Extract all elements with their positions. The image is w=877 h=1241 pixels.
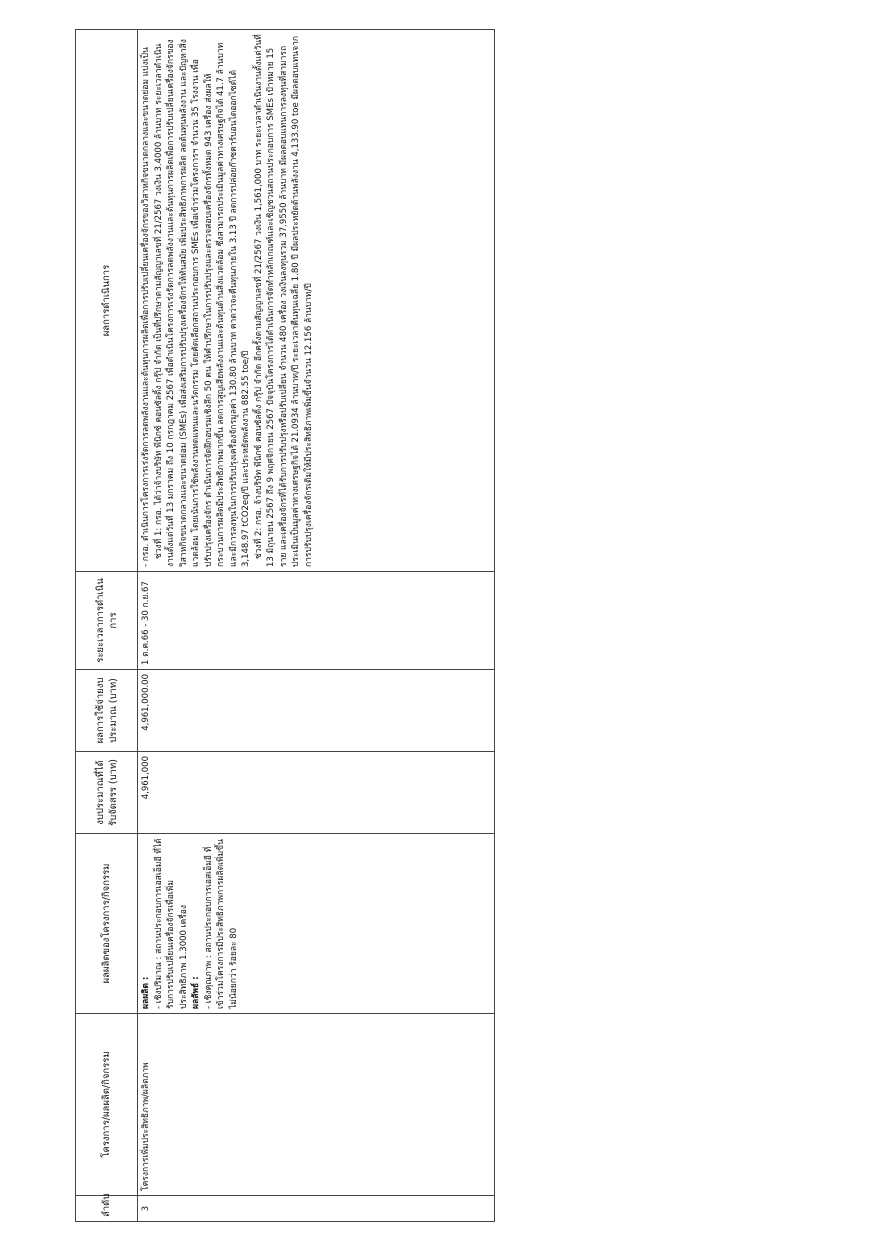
outcome-title: ผลลัพธ์ :	[191, 976, 201, 1009]
header-no: ลำดับ	[76, 1196, 138, 1222]
row-budget: 4,961,000	[138, 752, 495, 834]
header-project: โครงการ/ผลผลิต/กิจกรรม	[76, 1014, 138, 1196]
result-phase2: ช่วงที่ 2: กรอ. จ้างบริษัท พีนิกซ์ คอนซัลติ้ง กรุ๊ป จำกัด อีกครั้งตามสัญญาเลขที่ 21/2567 วงเงิน 1,561,000 บาท ระยะเวลาดำเนินงานตั้งแต่วันที่ 13 มิถุนายน 2567 ถึง 9 พฤศจิกายน 2567 ปัจจุบันโครงการได้ดำเนินการจัดทำหลักเกณฑ์และเชิญชวนสถานประกอบการ SMEs เป้าหมาย 15 ราย และเครื่องจักรที่ได้รับการปรับปรุงหรือปรับเปลี่ยน จำนวน 480 เครื่อง วงเงินลงทุนรวม 37.9550 ล้านบาท มีผลตอบแทนการลงทุนที่สามารถประเมินเป็นมูลค่าทางเศรษฐกิจได้ 21.0934 ล้านบาท/ปี ระยะเวลาคืนทุนเฉลี่ย 1.80 ปี มีผลประหยัดด้านพลังงาน 4,133.90 toe มีผลตอบแทนจากการปรับปรุงเครื่องจักรเดิมให้มีประสิทธิภาพเพิ่มขึ้นจำนวน 12.156 ล้านบาท/ปี	[253, 34, 314, 567]
output-text: - เชิงปริมาณ : สถานประกอบการเอสเอ็มอี ที่ได้รับการปรับเปลี่ยนเครื่องจักรเพื่อเพิ่มประสิทธิภาพ 1.3000 เครื่อง	[153, 838, 189, 1009]
table-header-row	[76, 30, 138, 1222]
header-spent: ผลการใช้จ่ายงบประมาณ (บาท)	[76, 670, 138, 752]
row-project: โครงการเพิ่มประสิทธิภาพ/ผลิตภาพ	[138, 1014, 495, 1196]
header-outputs: ผลผลิตของโครงการ/กิจกรรม	[76, 834, 138, 1014]
project-table	[75, 29, 495, 1222]
rotated-page	[75, 30, 495, 1222]
row-period: 1 ต.ค.66 - 30 ก.ย.67	[138, 572, 495, 670]
table-row	[138, 30, 495, 1222]
header-period: ระยะเวลาการดำเนินการ	[76, 572, 138, 670]
outcome-text: - เชิงคุณภาพ : สถานประกอบการเอสเอ็มอี ที่เข้าร่วมโครงการมีประสิทธิภาพการผลิตเพิ่มขึ้น ไม่น้อยกว่า ร้อยละ 80	[203, 839, 239, 1009]
result-intro: - กรอ. ดำเนินการโครงการเร่งรัดการลดพลังงานและต้นทุนการผลิตเพื่อการปรับเปลี่ยนเครื่องจักรของวิสาหกิจขนาดกลางและขนาดย่อม แบ่งเป็น	[141, 47, 151, 567]
header-budget: งบประมาณที่ได้รับจัดสรร (บาท)	[76, 752, 138, 834]
row-result	[138, 30, 495, 572]
header-result: ผลการดำเนินการ	[76, 30, 138, 572]
row-spent: 4,961,000.00	[138, 670, 495, 752]
output-title: ผลผลิต :	[141, 976, 151, 1009]
row-outputs	[138, 834, 495, 1014]
result-phase1: ช่วงที่ 1: กรอ. ได้ว่าจ้างบริษัท พีนิกซ์ คอนซัลติ้ง กรุ๊ป จำกัด เป็นที่ปรึกษาตามสัญญาเลขที่ 21/2567 วงเงิน 3.4000 ล้านบาท ระยะเวลาดำเนินงานตั้งแต่วันที่ 13 มกราคม ถึง 10 กรกฎาคม 2567 เพื่อดำเนินโครงการเร่งรัดการลดพลังงานและต้นทุนการผลิตเพื่อการปรับเปลี่ยนเครื่องจักรของวิสาหกิจขนาดกลางและขนาดย่อม (SMEs) เพื่อส่งเสริมการปรับปรุงเครื่องจักรให้ทันสมัย เพิ่มประสิทธิภาพการผลิต ลดต้นทุนพลังงาน และปัญหาสิ่งแวดล้อม โดยเน้นการใช้พลังงานทดแทนและนวัตกรรม โดยคัดเลือกสถานประกอบการ SMEs เพื่อเข้าร่วมโครงการฯ จำนวน 35 โรงงาน เพื่อปรับปรุงเครื่องจักร ดำเนินการจัดฝึกอบรมเชิงลึก 50 คน ให้คำปรึกษาในการปรับปรุงและตรวจสอบเครื่องจักรทั้งหมด 943 เครื่อง ส่งผลให้กระบวนการผลิตมีประสิทธิภาพมากขึ้น ลดการสูญเสียพลังงานและต้นทุนด้านสิ่งแวดล้อม ซึ่งสามารถประเมินมูลค่าทางเศรษฐกิจได้ 41.7 ล้านบาท และมีการลงทุนในการปรับปรุงเครื่องจักรมูลค่า 130.80 ล้านบาท คาดว่าจะคืนทุนภายใน 3.13 ปี ลดการปล่อยก๊าซคาร์บอนไดออกไซด์ได้ 3,148.97 tCO2eq/ปี และประหยัดพลังงาน 882.55 toe/ปี	[153, 39, 251, 567]
row-no: 3	[138, 1196, 495, 1222]
